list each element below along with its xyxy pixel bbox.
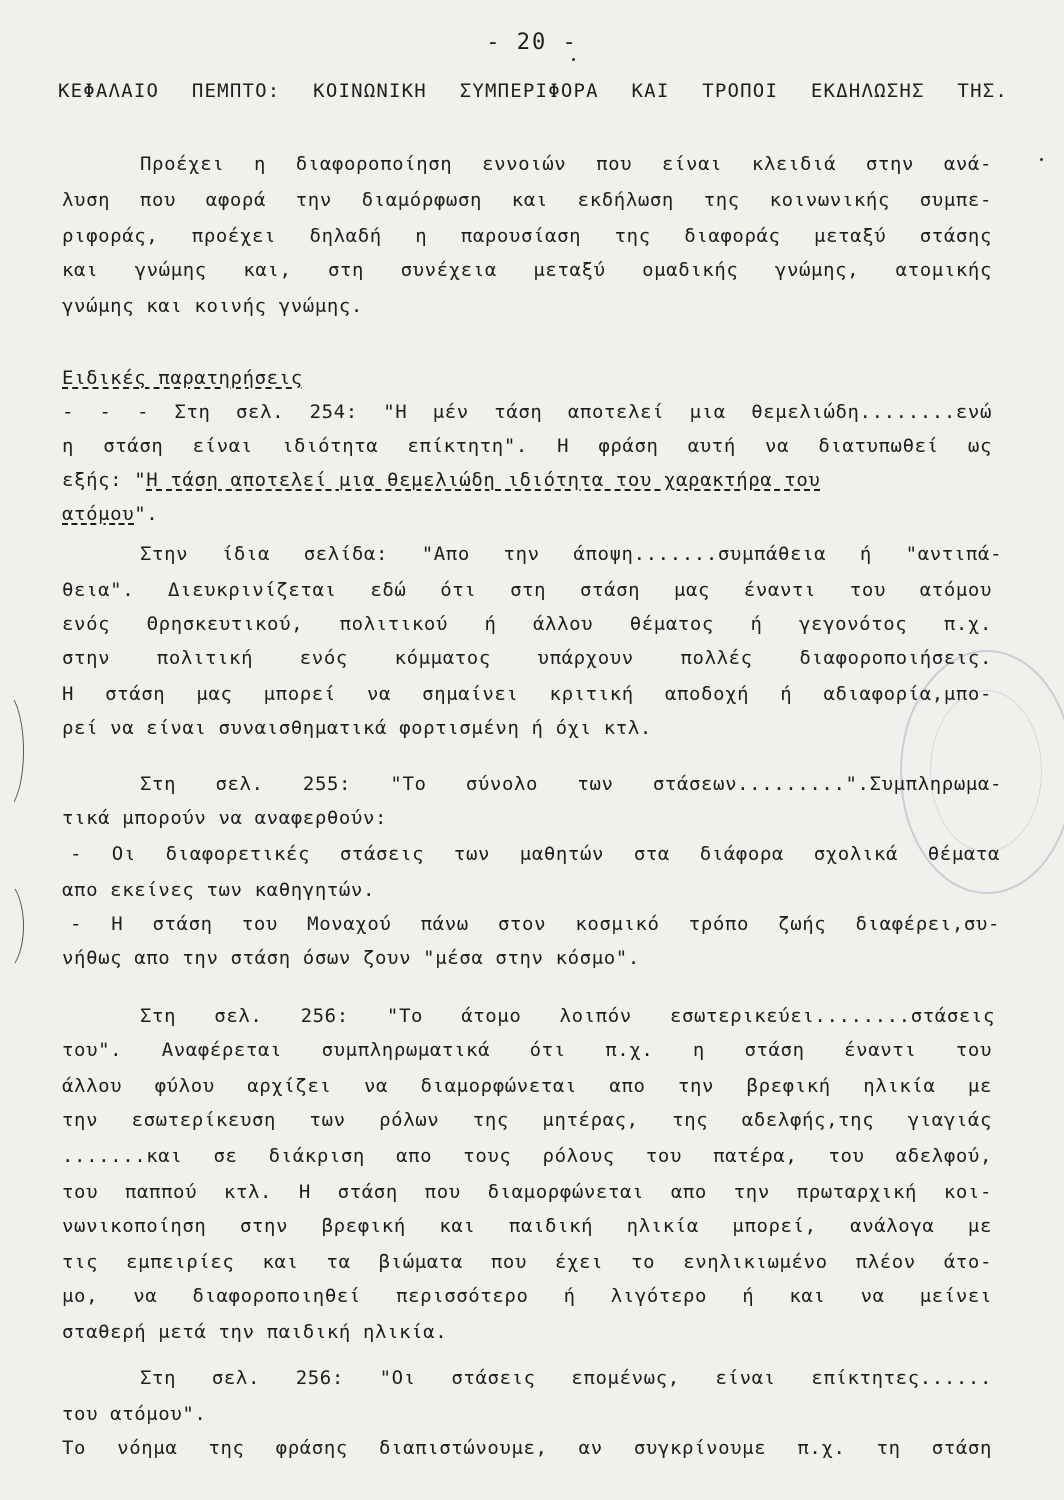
text-line	[62, 468, 992, 492]
text-line: θεια". Διευκρινίζεται εδώ ότι στη στάση μας έναντι του ατόμου	[62, 579, 992, 601]
page-number: - 20 -	[486, 30, 578, 55]
text-line: του". Αναφέρεται συμπληρωματικά ότι π.χ. η στάση έναντι του	[62, 1039, 992, 1061]
text-line: Στην ίδια σελίδα: "Απο την άποψη.......συμπάθεια ή "αντιπά-	[140, 543, 1002, 565]
binding-bracket-icon	[0, 690, 24, 812]
text-line: .......και σε διάκριση απο τους ρόλους του πατέρα, του αδελφού,	[62, 1145, 992, 1167]
text-line: στην πολιτική ενός κόμματος υπάρχουν πολλές διαφοροποιήσεις.	[62, 647, 992, 669]
text-fragment: εξής: "	[62, 469, 147, 491]
text-line: Η στάση μας μπορεί να σημαίνει κριτική αποδοχή ή αδιαφορία,μπο-	[62, 683, 992, 705]
text-line: Το νόημα της φράσης διαπιστώνουμε, αν συγκρίνουμε π.χ. τη στάση	[62, 1437, 992, 1459]
text-line: γνώμης και κοινής γνώμης.	[62, 295, 363, 317]
binding-bracket-icon	[0, 880, 24, 972]
text-line: η στάση είναι ιδιότητα επίκτητη". Η φράση αυτή να διατυπωθεί ως	[62, 435, 992, 457]
text-line: την εσωτερίκευση των ρόλων της μητέρας, της αδελφής,της γιαγιάς	[62, 1109, 992, 1131]
text-line: ενός Θρησκευτικού, πολιτικού ή άλλου θέματος ή γεγονότος π.χ.	[62, 613, 992, 635]
text-line: τικά μπορούν να αναφερθούν:	[62, 807, 388, 829]
text-line: του ατόμου".	[62, 1403, 207, 1425]
text-line: τις εμπειρίες και τα βιώματα που έχει το ενηλικιωμένο πλέον άτο-	[62, 1251, 992, 1273]
text-line: - - - Στη σελ. 254: "Η μέν τάση αποτελεί μια θεμελιώδη........ενώ	[62, 401, 992, 423]
text-line: νήθως απο την στάση όσων ζουν "μέσα στην κόσμο".	[62, 947, 640, 969]
chapter-heading: ΚΕΦΑΛΑΙΟ ΠΕΜΠΤΟ: ΚΟΙΝΩΝΙΚΗ ΣΥΜΠΕΡΙΦΟΡΑ ΚΑΙ ΤΡΟΠΟΙ ΕΚΔΗΛΩΣΗΣ ΤΗΣ.	[58, 80, 1008, 102]
text-line: και γνώμης και, στη συνέχεια μεταξύ ομαδικής γνώμης, ατομικής	[62, 259, 992, 281]
text-line: του παππού κτλ. Η στάση που διαμορφώνεται απο την πρωταρχική κοι-	[62, 1181, 992, 1203]
text-line: άλλου φύλου αρχίζει να διαμορφώνεται απο την βρεφική ηλικία με	[62, 1075, 992, 1097]
text-line: - Οι διαφορετικές στάσεις των μαθητών στα διάφορα σχολικά θέματα	[70, 843, 1000, 865]
text-line: ρεί να είναι συναισθηματικά φορτισμένη ή όχι κτλ.	[62, 717, 652, 739]
ink-dot-icon	[1040, 158, 1043, 161]
ink-dot-icon	[572, 58, 575, 61]
text-line: - Η στάση του Μοναχού πάνω στον κοσμικό τρόπο ζωής διαφέρει,συ-	[70, 913, 1000, 935]
text-line: Στη σελ. 256: "Οι στάσεις επομένως, είναι επίκτητες......	[140, 1367, 992, 1389]
text-line: απο εκείνες των καθηγητών.	[62, 879, 376, 901]
text-line: Στη σελ. 256: "Το άτομο λοιπόν εσωτερικεύει........στάσεις	[140, 1005, 995, 1027]
text-fragment: ".	[134, 503, 159, 525]
text-line: μο, να διαφοροποιηθεί περισσότερο ή λιγότερο ή και να μείνει	[62, 1285, 992, 1307]
text-line: Στη σελ. 255: "Το σύνολο των στάσεων.........".Συμπληρωμα-	[140, 773, 1002, 795]
text-line	[62, 502, 992, 526]
underlined-phrase: ατόμου	[62, 503, 135, 525]
text-line: ριφοράς, προέχει δηλαδή η παρουσίαση της διαφοράς μεταξύ στάσης	[62, 225, 992, 247]
underlined-phrase: Η τάση αποτελεί μια θεμελιώδη ιδιότητα του χαρακτήρα του	[146, 469, 821, 491]
text-line: Προέχει η διαφοροποίηση εννοιών που είναι κλειδιά στην ανά-	[140, 153, 992, 175]
text-line: σταθερή μετά την παιδική ηλικία.	[62, 1321, 448, 1343]
section-heading: Ειδικές παρατηρήσεις	[62, 367, 303, 389]
text-line: λυση που αφορά την διαμόρφωση και εκδήλωση της κοινωνικής συμπε-	[62, 189, 992, 211]
text-line: νωνικοποίηση στην βρεφική και παιδική ηλικία μπορεί, ανάλογα με	[62, 1215, 992, 1237]
